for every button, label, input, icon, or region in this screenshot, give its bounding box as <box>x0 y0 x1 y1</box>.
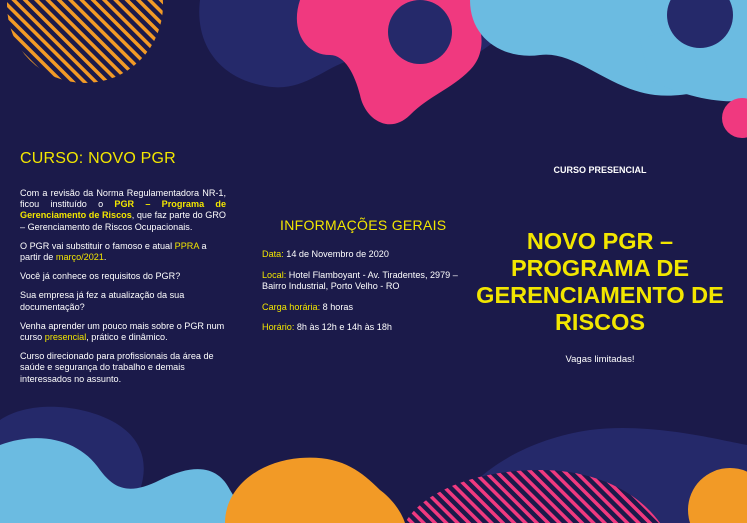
invite-text-c: , prático e dinâmico. <box>86 332 168 343</box>
info-local-value: Hotel Flamboyant - Av. Tiradentes, 2979 – Bairro Industrial, Porto Velho - RO <box>262 269 458 291</box>
orange-blob-bottom <box>225 458 405 523</box>
middle-panel <box>262 217 462 343</box>
info-local <box>262 270 462 293</box>
info-hours-value: 8 horas <box>320 301 353 312</box>
invite-text-a: Venha aprender um pouco mais sobre o PGR num curso <box>20 320 225 343</box>
left-title: CURSO: NOVO PGR <box>20 150 176 167</box>
audience-paragraph: Curso direcionado para profissionais da área de saúde e segurança do trabalho e demais interessados no assunto. <box>20 351 214 384</box>
pink-circle-right <box>722 98 747 138</box>
ppra-paragraph <box>20 241 226 263</box>
info-local-label: Local: <box>262 269 287 280</box>
info-time-label: Horário: <box>262 322 295 332</box>
question-2: Sua empresa já fez a atualização da sua documentação? <box>20 290 185 312</box>
invite-paragraph <box>20 321 226 343</box>
info-hours-label: Carga horária: <box>262 301 321 312</box>
info-date <box>262 249 462 261</box>
ppra-text-c: a partir de <box>20 240 207 263</box>
info-date-label: Data: <box>262 249 284 259</box>
cover-title: NOVO PGR – PROGRAMA DE GERENCIAMENTO DE RISCOS <box>476 228 724 335</box>
navy-circle-top <box>388 0 452 64</box>
limited-seats-note: Vagas limitadas! <box>565 354 635 365</box>
info-date-value: 14 de Novembro de 2020 <box>283 249 389 259</box>
question-1: Você já conhece os requisitos do PGR? <box>20 271 181 282</box>
ppra-text-e: . <box>103 252 107 263</box>
info-title: INFORMAÇÕES GERAIS <box>280 217 447 233</box>
ppra-highlight: PPRA <box>174 240 199 251</box>
striped-circle-top-left <box>7 0 163 83</box>
right-panel <box>473 165 727 365</box>
info-time-value: 8h às 12h e 14h às 18h <box>294 322 392 332</box>
left-panel <box>20 150 226 393</box>
course-type-label: CURSO PRESENCIAL <box>553 165 647 175</box>
intro-highlight-pgr: PGR – Programa de Gerenciamento de Riscos <box>20 199 226 221</box>
invite-highlight: presencial <box>44 332 87 343</box>
intro-text-a: Com a revisão da Norma Regulamentadora NR-1, ficou instituído o <box>20 188 226 210</box>
intro-text-c: , que faz parte do GRO – Gerenciamento de Riscos Ocupacionais. <box>20 210 226 232</box>
info-hours <box>262 302 462 314</box>
info-time <box>262 322 462 334</box>
ppra-text-a: O PGR vai substituir o famoso e atual <box>20 240 175 251</box>
ppra-date-highlight: março/2021 <box>55 252 104 263</box>
intro-paragraph <box>20 188 226 233</box>
